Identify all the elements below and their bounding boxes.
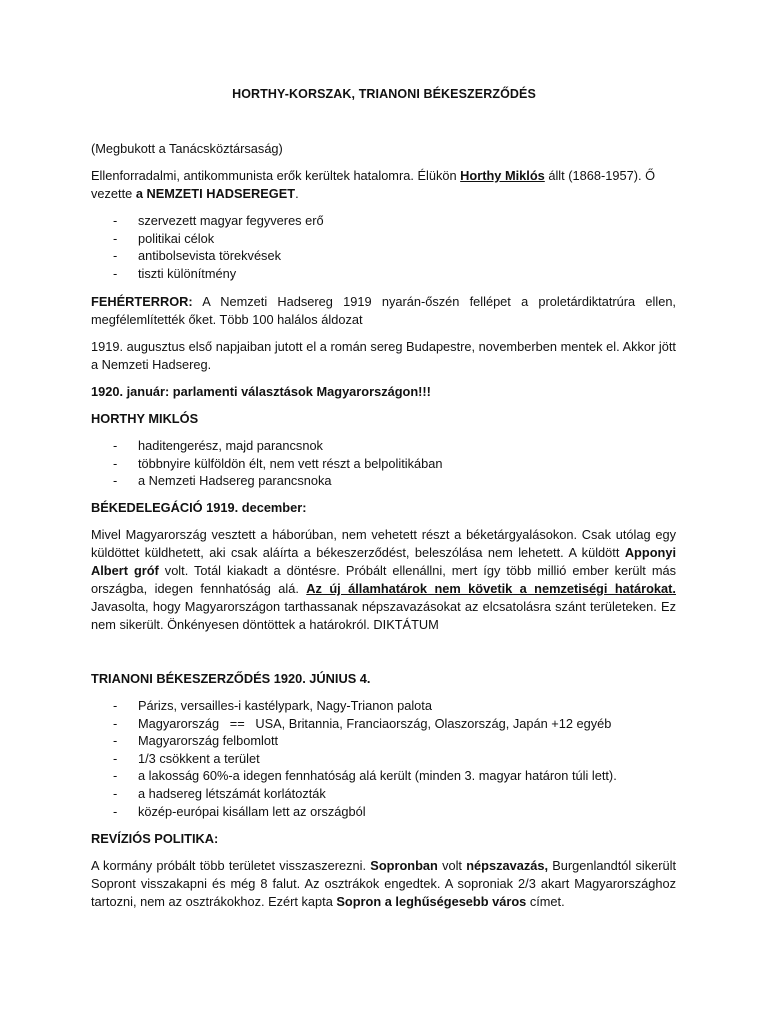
- paragraph-bekedelegacio: Mivel Magyarország vesztett a háborúban, nem vehetett részt a béketárgyalásokon. Csak utólag egy küldöttet küldhetett, aki csak aláírta a békeszerződést, beleszólása nem lehetett. A küldött Apponyi Albert gróf volt. Totál kiakadt a döntésre. Próbált ellenállni, mert így több millió ember került más országba, idegen fennhatóság alá. Az új államhatárok nem követik a nemzetiségi határokat. Javasolta, hogy Magyarországon tarthassanak népszavazásokat az elcsatolásra szánt területeken. Ez nem sikerült. Önkényesen döntöttek a határokról. DIKTÁTUM: [91, 527, 676, 632]
- paragraph-1920: 1920. január: parlamenti választások Magyarországon!!!: [91, 384, 431, 399]
- hatarok-statement: Az új államhatárok nem követik a nemzetiségi határokat.: [306, 581, 676, 596]
- heading-bekedelegacio: BÉKEDELEGÁCIÓ 1919. december:: [91, 500, 307, 515]
- list-trianon: [91, 697, 676, 820]
- horthy-name: Horthy Miklós: [460, 168, 545, 183]
- list-item: - a hadsereg létszámát korlátozták: [113, 785, 326, 801]
- list-item: - politikai célok: [113, 230, 215, 246]
- list-item: - közép-európai kisállam lett az országból: [113, 803, 366, 819]
- list-item: - Párizs, versailles-i kastélypark, Nagy-Trianon palota: [113, 698, 432, 713]
- paragraph-horthy-intro: Ellenforradalmi, antikommunista erők kerültek hatalomra. Élükön Horthy Miklós állt (1868-1957). Ő vezette a NEMZETI HADSEREGET.: [91, 168, 656, 201]
- paragraph-revizios: A kormány próbált több területet visszaszerezni. Sopronban volt népszavazás, Burgenlandtól sikerült Sopront visszakapni és még 8 falut. Az osztrákok engedtek. A soproniak 2/3 akart Magyarországhoz tartozni, nem az osztrákokhoz. Ezért kapta Sopron a leghűségesebb város címet.: [91, 858, 676, 909]
- paragraph-feherterror: FEHÉRTERROR: A Nemzeti Hadsereg 1919 nyarán-őszén fellépet a proletárdiktatrúra ellen, megfélemlítették őket. Több 100 halálos áldozat: [91, 294, 676, 327]
- list-item: - antibolsevista törekvések: [113, 248, 281, 264]
- list-item: - a Nemzeti Hadsereg parancsnoka: [113, 473, 332, 489]
- list-horthy: [91, 437, 676, 490]
- list-item: - Magyarország felbomlott: [113, 733, 279, 749]
- heading-horthy-miklos: HORTHY MIKLÓS: [91, 411, 199, 426]
- document-title: HORTHY-KORSZAK, TRIANONI BÉKESZERZŐDÉS: [232, 87, 536, 101]
- apponyi-name: Apponyi Albert gróf: [91, 545, 676, 578]
- list-item: - 1/3 csökkent a terület: [113, 750, 260, 766]
- list-item: - szervezett magyar fegyveres erő: [113, 213, 324, 228]
- sopronban: Sopronban: [370, 858, 438, 873]
- nepszavazas: népszavazás,: [466, 858, 549, 873]
- list-item: - Magyarország == USA, Britannia, Franciaország, Olaszország, Japán +12 egyéb: [113, 715, 612, 731]
- feherterror-label: FEHÉRTERROR:: [91, 294, 193, 309]
- sopron-leghusegesebb: Sopron a leghűségesebb város: [336, 894, 527, 909]
- list-item: - a lakosság 60%-a idegen fennhatóság alá került (minden 3. magyar határon túli lett).: [113, 768, 617, 784]
- list-item: - haditengerész, majd parancsnok: [113, 438, 323, 453]
- list-item: - többnyire külföldön élt, nem vett részt a belpolitikában: [113, 455, 443, 471]
- heading-trianon: TRIANONI BÉKESZERZŐDÉS 1920. JÚNIUS 4.: [91, 671, 371, 686]
- intro-line: (Megbukott a Tanácsköztársaság): [91, 141, 283, 156]
- nemzeti-hadsereg: a NEMZETI HADSEREGET: [135, 186, 296, 201]
- paragraph-1919: 1919. augusztus első napjaiban jutott el a román sereg Budapestre, novemberben mentek el. Akkor jött a Nemzeti Hadsereg.: [91, 339, 676, 372]
- list-nemzeti-hadsereg: [91, 212, 676, 282]
- heading-revizios: REVÍZIÓS POLITIKA:: [91, 831, 219, 846]
- list-item: - tiszti különítmény: [113, 265, 237, 281]
